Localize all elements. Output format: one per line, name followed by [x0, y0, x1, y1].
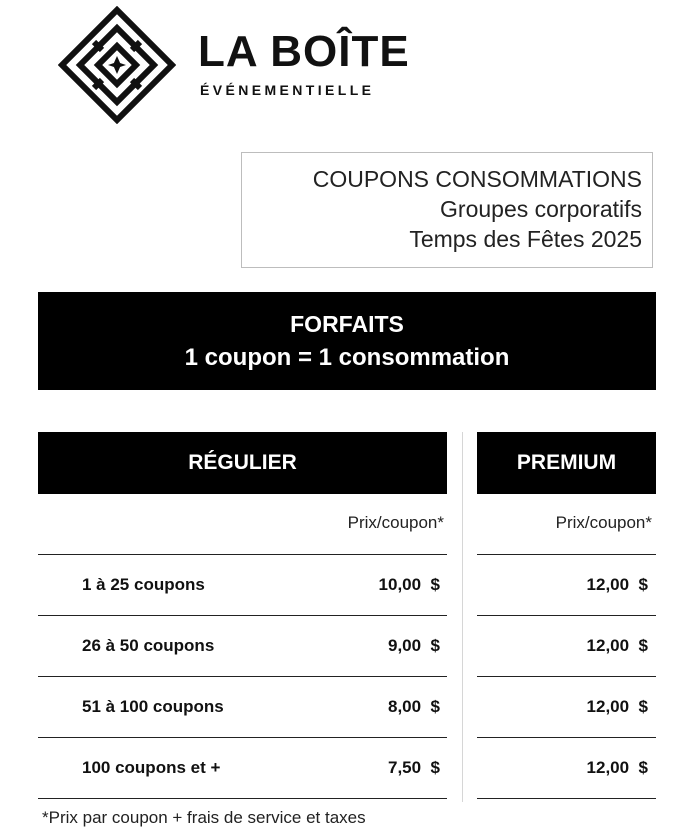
info-line-audience: Groupes corporatifs	[440, 196, 642, 222]
tier-label: 1 à 25 coupons	[82, 575, 205, 594]
row-divider	[38, 737, 447, 738]
forfaits-title: FORFAITS	[290, 311, 404, 337]
tier-label: 100 coupons et +	[82, 758, 221, 777]
regular-price-label: Prix/coupon*	[347, 513, 444, 532]
brand-title: LA BOÎTE	[198, 27, 410, 76]
tier-label: 51 à 100 coupons	[82, 697, 224, 716]
row-divider	[38, 554, 447, 555]
regular-price: 9,00 $	[388, 636, 440, 655]
column-divider	[462, 432, 463, 802]
premium-price: 12,00 $	[586, 575, 648, 594]
regular-price: 7,50 $	[388, 758, 440, 777]
regular-price: 10,00 $	[378, 575, 440, 594]
premium-price: 12,00 $	[586, 636, 648, 655]
event-info-box	[241, 152, 653, 268]
premium-price: 12,00 $	[586, 758, 648, 777]
row-divider	[477, 554, 656, 555]
brand-subtitle: ÉVÉNEMENTIELLE	[200, 82, 375, 98]
forfaits-subtitle: 1 coupon = 1 consommation	[184, 344, 510, 371]
row-divider	[38, 615, 447, 616]
row-divider	[477, 676, 656, 677]
forfaits-banner	[38, 292, 656, 390]
premium-price: 12,00 $	[586, 697, 648, 716]
regular-price: 8,00 $	[388, 697, 440, 716]
premium-column-header: PREMIUM	[477, 432, 656, 494]
nested-diamond-logo-icon	[58, 6, 176, 124]
row-divider	[38, 798, 447, 799]
price-footnote: *Prix par coupon + frais de service et taxes	[42, 808, 366, 827]
regular-column-header: RÉGULIER	[38, 432, 447, 494]
row-divider	[38, 676, 447, 677]
info-line-title: COUPONS CONSOMMATIONS	[312, 166, 642, 192]
tier-label: 26 à 50 coupons	[82, 636, 215, 655]
premium-price-label: Prix/coupon*	[555, 513, 652, 532]
info-line-season: Temps des Fêtes 2025	[409, 226, 642, 252]
row-divider	[477, 615, 656, 616]
row-divider	[477, 798, 656, 799]
row-divider	[477, 737, 656, 738]
